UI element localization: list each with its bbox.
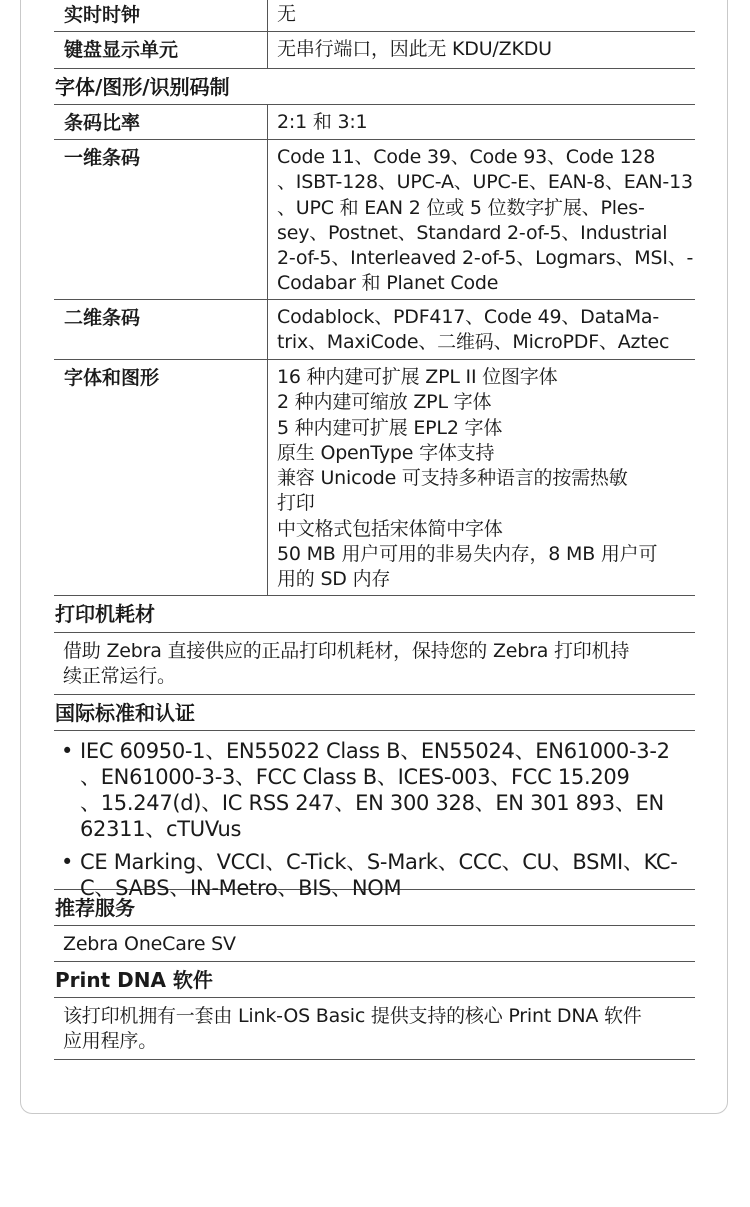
value-line: sey、Postnet、Standard 2-of-5、Industrial <box>277 221 668 244</box>
spec-key: 键盘显示单元 <box>54 32 268 68</box>
value-line: 5 种内建可扩展 EPL2 字体 <box>277 416 503 439</box>
value-line: 、UPC 和 EAN 2 位或 5 位数字扩展、Ples- <box>277 196 645 219</box>
list-item <box>54 738 695 842</box>
bullet-icon: • <box>60 850 74 874</box>
text-line: 该打印机拥有一套由 Link-OS Basic 提供支持的核心 Print DNA 软件 <box>63 1005 642 1027</box>
value-line: 用的 SD 内存 <box>277 568 391 591</box>
section-title-supplies: 打印机耗材 <box>54 596 695 633</box>
value-line: 50 MB 用户可用的非易失内存，8 MB 用户可 <box>277 543 658 566</box>
spec-key: 二维条码 <box>54 300 268 359</box>
value-line: 无串行端口，因此无 KDU/ZKDU <box>277 38 552 60</box>
text-line: C、SABS、IN-Metro、BIS、NOM <box>80 876 402 900</box>
section-title-fonts: 字体/图形/识别码制 <box>54 69 695 105</box>
text-line: 62311、cTUVus <box>80 817 242 841</box>
text-line: 、15.247(d)、IC RSS 247、EN 300 328、EN 301 893、EN <box>80 791 664 815</box>
text-line: CE Marking、VCCI、C-Tick、S-Mark、CCC、CU、BSMI、KC- <box>80 850 678 874</box>
spec-row-kdu <box>54 32 695 69</box>
spec-table <box>54 0 695 1060</box>
text-line: 应用程序。 <box>63 1030 158 1053</box>
spec-row-fonts-graphics <box>54 360 695 596</box>
value-line: 兼容 Unicode 可支持多种语言的按需热敏 <box>277 467 628 490</box>
value-line: Codabar 和 Planet Code <box>277 272 499 295</box>
value-line: 2 种内建可缩放 ZPL 字体 <box>277 391 492 414</box>
supplies-text <box>54 633 695 695</box>
bullet-icon: • <box>60 739 74 763</box>
spec-value <box>268 105 695 139</box>
spec-row-1d-barcodes <box>54 140 695 300</box>
value-line: Code 11、Code 39、Code 93、Code 128 <box>277 146 656 168</box>
value-line: 原生 OpenType 字体支持 <box>277 441 495 464</box>
spec-row-ratio <box>54 105 695 140</box>
list-item <box>54 849 695 901</box>
spec-value <box>268 0 695 31</box>
value-line: 打印 <box>277 492 315 515</box>
spec-value <box>268 300 695 359</box>
section-title-services: 推荐服务 <box>54 890 695 926</box>
text-line: 借助 Zebra 直接供应的正品打印机耗材，保持您的 Zebra 打印机持 <box>63 640 630 662</box>
spec-value <box>268 140 701 299</box>
value-line: 2:1 和 3:1 <box>277 111 368 133</box>
services-text <box>54 926 695 962</box>
spec-key: 实时时钟 <box>54 0 268 31</box>
value-line: 无 <box>277 3 296 25</box>
value-line: 中文格式包括宋体简中字体 <box>277 517 503 540</box>
section-title-standards: 国际标准和认证 <box>54 695 695 731</box>
spec-value <box>268 32 695 68</box>
value-line: 2-of-5、Interleaved 2-of-5、Logmars、MSI、- <box>277 247 694 270</box>
value-line: 、ISBT-128、UPC-A、UPC-E、EAN-8、EAN-13 <box>277 171 693 194</box>
text-line: Zebra OneCare SV <box>63 933 236 955</box>
section-title-print-dna: Print DNA 软件 <box>54 962 695 998</box>
value-line: Codablock、PDF417、Code 49、DataMa- <box>277 306 660 328</box>
value-line: 16 种内建可扩展 ZPL II 位图字体 <box>277 366 558 388</box>
spec-value <box>268 360 695 595</box>
spec-row-rtc <box>54 0 695 32</box>
standards-list <box>54 731 695 900</box>
spec-key: 字体和图形 <box>54 360 268 595</box>
spec-row-2d-barcodes <box>54 300 695 360</box>
spec-key: 条码比率 <box>54 105 268 139</box>
text-line: 续正常运行。 <box>63 665 176 688</box>
value-line: trix、MaxiCode、二维码、MicroPDF、Aztec <box>277 331 670 354</box>
print-dna-text <box>54 998 695 1060</box>
text-line: 、EN61000-3-3、FCC Class B、ICES-003、FCC 15.209 <box>80 765 630 789</box>
text-line: IEC 60950-1、EN55022 Class B、EN55024、EN61000-3-2 <box>80 739 670 763</box>
spec-key: 一维条码 <box>54 140 268 299</box>
